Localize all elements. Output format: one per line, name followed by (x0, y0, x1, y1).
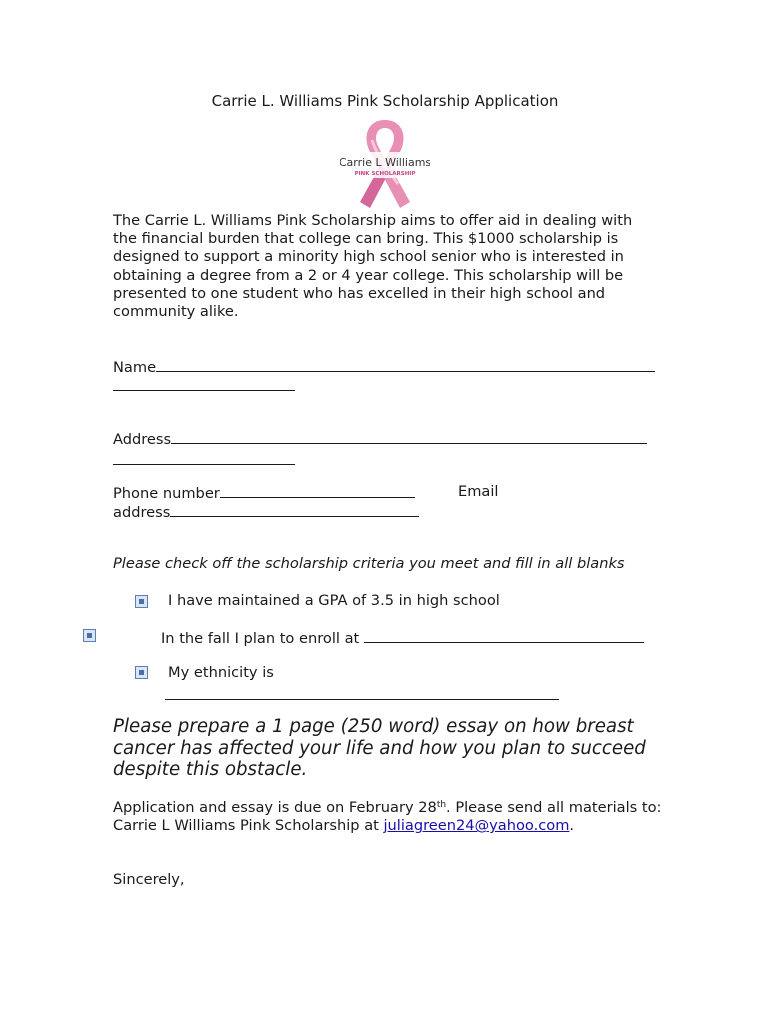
page-title: Carrie L. Williams Pink Scholarship Application (211, 92, 559, 110)
phone-input-line[interactable] (220, 483, 415, 498)
logo-text-sub: PINK SCHOLARSHIP (354, 171, 416, 177)
enroll-field-row (161, 628, 644, 647)
gpa-criterion-label: I have maintained a GPA of 3.5 in high school (168, 592, 500, 609)
ethnicity-criterion-label: My ethnicity is (168, 664, 274, 681)
due-prefix: Application and essay is due on February 28 (113, 799, 437, 816)
pink-ribbon-icon (340, 114, 430, 214)
ethnicity-checkbox[interactable] (135, 666, 148, 679)
logo-text-name: Carrie L Williams (340, 156, 430, 169)
name-input-line[interactable] (156, 357, 655, 372)
email-input-line[interactable] (170, 502, 419, 517)
name-input-line-cont[interactable] (113, 390, 295, 391)
gpa-checkbox[interactable] (135, 595, 148, 608)
due-date-paragraph (113, 799, 673, 835)
enroll-checkbox[interactable] (83, 629, 96, 642)
criteria-instructions: Please check off the scholarship criteria you meet and fill in all blanks (113, 555, 625, 572)
email-field-row (113, 502, 419, 521)
name-field-row (113, 357, 655, 376)
address-field-row (113, 429, 647, 448)
name-label: Name (113, 359, 157, 376)
address-label: Address (113, 431, 172, 448)
enroll-criterion-label: In the fall I plan to enroll at (161, 630, 364, 647)
enroll-input-line[interactable] (364, 628, 644, 643)
phone-label: Phone number (113, 485, 220, 502)
closing-text: Sincerely, (113, 871, 185, 888)
due-suffix: . Please send all materials to: Carrie L Williams Pink Scholarship at (113, 799, 662, 835)
address-input-line[interactable] (171, 429, 647, 444)
phone-field-row (113, 483, 415, 502)
intro-paragraph: The Carrie L. Williams Pink Scholarship aims to offer aid in dealing with the financial burden that college can bring. This $1000 scholarship is designed to support a minority high school senior who is interested in obtaining a degree from a 2 or 4 year college. This scholarship will be presented to one student who has excelled in their high school and community alike. (113, 212, 633, 321)
due-sup: th (436, 800, 447, 810)
contact-email-link[interactable]: juliagreen24@yahoo.com (383, 817, 570, 835)
email-label: Email (458, 483, 499, 500)
ribbon-logo (340, 114, 430, 214)
ethnicity-input-line[interactable] (165, 699, 559, 700)
email-after: . (569, 817, 575, 835)
essay-prompt: Please prepare a 1 page (250 word) essay on how breast cancer has affected your life and how you plan to succeed despite this obstacle. (113, 716, 646, 780)
email-label-cont: address (113, 504, 171, 521)
address-input-line-cont[interactable] (113, 464, 295, 465)
